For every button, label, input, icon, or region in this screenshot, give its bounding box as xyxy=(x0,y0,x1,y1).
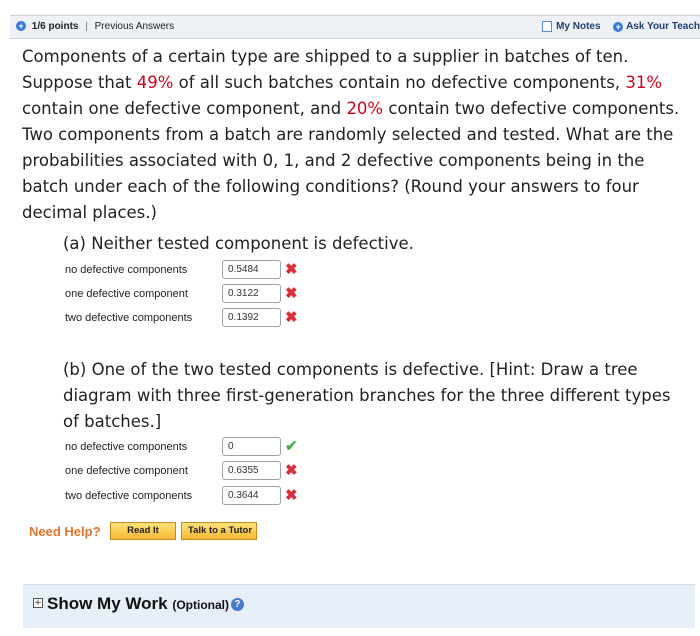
answer-label: no defective components xyxy=(65,441,188,453)
expand-plus-icon[interactable]: + xyxy=(16,21,26,31)
separator: | xyxy=(85,21,88,32)
answer-input[interactable]: 0 xyxy=(222,437,281,456)
correct-check-icon: ✔ xyxy=(285,438,298,455)
previous-answers-link[interactable]: Previous Answers xyxy=(94,21,175,32)
question-text-part: of all such batches contain no defective components, xyxy=(173,73,626,92)
incorrect-x-icon: ✖ xyxy=(285,487,298,504)
need-help-label: Need Help? xyxy=(29,524,101,539)
part-b-heading: (b) One of the two tested components is defective. [Hint: Draw a tree diagram with three first-generation branches for the three different types of batches.] xyxy=(63,360,671,431)
show-my-work-title[interactable] xyxy=(47,594,244,614)
my-notes-link[interactable]: My Notes xyxy=(556,21,601,33)
answer-label: two defective components xyxy=(65,312,193,324)
answer-label: one defective component xyxy=(65,465,188,477)
optional-label: (Optional) xyxy=(172,598,229,612)
header-actions xyxy=(542,21,700,32)
answer-input[interactable]: 0.5484 xyxy=(222,260,281,279)
incorrect-x-icon: ✖ xyxy=(285,261,298,278)
incorrect-x-icon: ✖ xyxy=(285,309,298,326)
answer-input[interactable]: 0.3644 xyxy=(222,486,281,505)
score-area xyxy=(16,21,174,32)
percent-two-defective: 20% xyxy=(346,99,384,118)
answer-input[interactable]: 0.3122 xyxy=(222,284,281,303)
points-label: 1/6 points xyxy=(31,21,79,32)
show-my-work-label: Show My Work xyxy=(47,594,168,613)
expand-plus-icon[interactable]: + xyxy=(34,598,42,608)
answer-label: two defective components xyxy=(65,490,193,502)
question-text xyxy=(22,44,682,226)
percent-one-defective: 31% xyxy=(625,73,663,92)
incorrect-x-icon: ✖ xyxy=(285,285,298,302)
help-question-icon[interactable]: ? xyxy=(231,598,244,611)
question-header-bar xyxy=(10,15,700,39)
question-text-part: Components of a certain type are shipped to a supplier in batches of ten. Suppose that xyxy=(22,47,629,92)
ask-teacher-link[interactable]: Ask Your Teach xyxy=(626,21,700,33)
percent-no-defective: 49% xyxy=(136,73,174,92)
answer-label: one defective component xyxy=(65,288,188,300)
notes-icon[interactable] xyxy=(542,21,552,32)
question-text-part: contain two defective components. Two components from a batch are randomly selected and tested. What are the probabilities associated with 0, 1, and 2 defective components being in the batch under each of the following conditions? (Round your answers to four decimal places.) xyxy=(22,99,680,222)
ask-plus-icon[interactable]: + xyxy=(613,22,623,32)
answer-label: no defective components xyxy=(65,264,188,276)
answer-input[interactable]: 0.6355 xyxy=(222,461,281,480)
read-it-button[interactable]: Read It xyxy=(110,522,176,540)
part-a-heading: (a) Neither tested component is defective. xyxy=(63,234,414,253)
question-text-part: contain one defective component, and xyxy=(22,99,347,118)
incorrect-x-icon: ✖ xyxy=(285,462,298,479)
answer-input[interactable]: 0.1392 xyxy=(222,308,281,327)
talk-to-tutor-button[interactable]: Talk to a Tutor xyxy=(181,522,257,540)
show-my-work-panel[interactable] xyxy=(23,584,695,628)
